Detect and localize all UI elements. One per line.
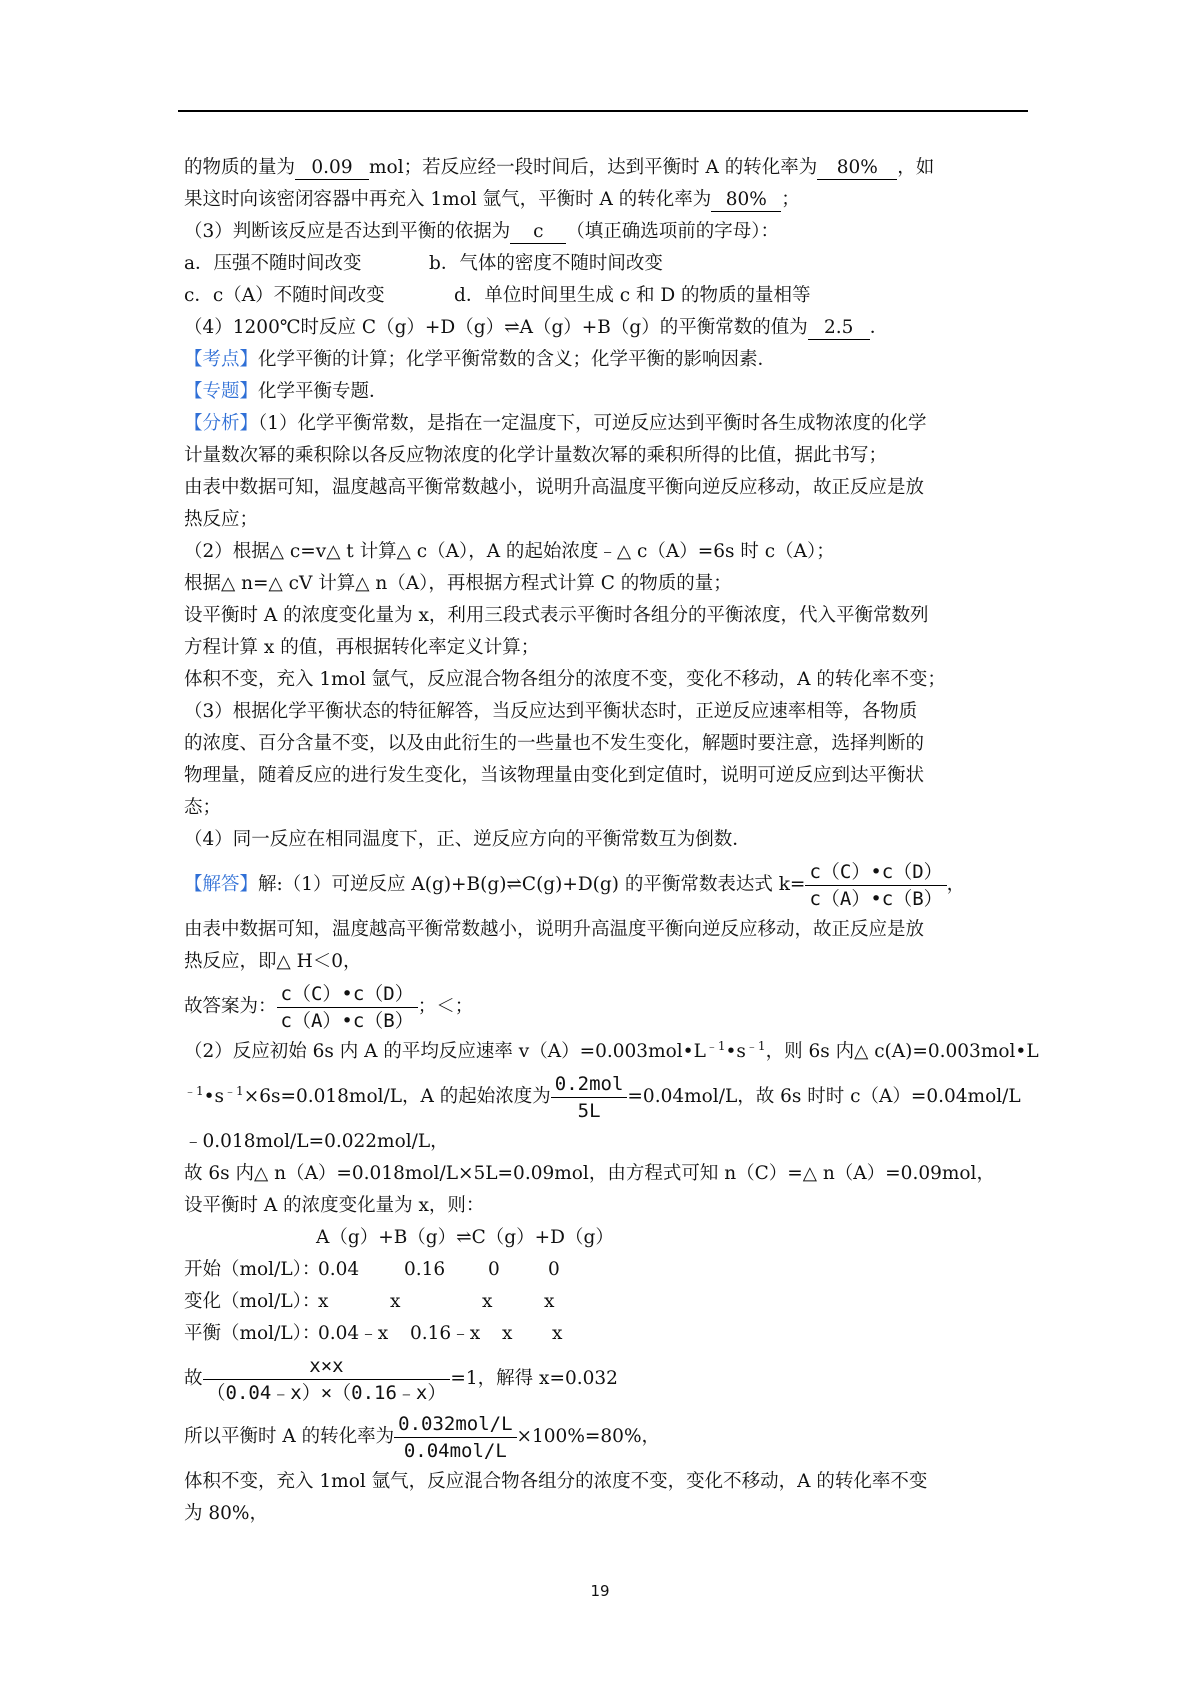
zhuanti-line — [184, 376, 1030, 408]
fraction-numerator: c（C）•c（D） — [805, 859, 946, 886]
text: 的物质的量为 — [184, 157, 296, 178]
text: =1，解得 x=0.032 — [450, 1368, 618, 1389]
rate-line — [184, 1036, 1039, 1068]
text: =0.04mol/L，故 6s 时时 c（A）=0.04mol/L — [627, 1086, 1021, 1107]
text-line: 根据△ n=△ cV 计算△ n（A），再根据方程式计算 C 的物质的量； — [184, 573, 732, 594]
zhuanti-tag: 【专题】 — [184, 381, 259, 402]
text: （2）反应初始 6s 内 A 的平均反应速率 v（A）=0.003mol•L — [184, 1041, 706, 1062]
line-q3 — [184, 216, 1030, 248]
superscript: ﹣1 — [224, 1084, 244, 1098]
equation: A（g）+B（g）⇌C（g）+D（g） — [316, 1227, 614, 1248]
text: （填正确选项前的字母）： — [566, 221, 780, 242]
kaodian-tag: 【考点】 — [184, 349, 259, 370]
answer-blank: c — [510, 221, 566, 244]
text: ；＜； — [417, 996, 474, 1017]
text: mol；若反应经一段时间后，达到平衡时 A 的转化率为 — [369, 157, 818, 178]
text-line: 计量数次幂的乘积除以各反应物浓度的化学计量数次幂的乘积所得的比值，据此书写； — [184, 445, 888, 466]
line-q4 — [184, 312, 1030, 344]
text: ，则 6s 内△ c(A)=0.003mol•L — [765, 1041, 1039, 1062]
table-cell: x — [390, 1291, 401, 1312]
text-line: （2）根据△ c=v△ t 计算△ c（A），A 的起始浓度﹣△ c（A）=6s 时 c（A）； — [184, 541, 835, 562]
page-body — [184, 152, 1039, 1530]
fraction-k — [805, 859, 946, 912]
answer-blank: 0.09 — [295, 157, 369, 180]
text: ×6s=0.018mol/L，A 的起始浓度为 — [243, 1086, 551, 1107]
answer-k-line — [184, 978, 1030, 1036]
fraction-initial-conc — [551, 1071, 628, 1124]
table-cell: 0 — [548, 1259, 560, 1280]
jieda-line — [184, 856, 1030, 914]
fenxi-tag: 【分析】 — [184, 413, 259, 434]
answer-blank: 80% — [817, 157, 897, 180]
fraction-numerator: c（C）•c（D） — [277, 981, 418, 1008]
table-cell: x — [552, 1323, 563, 1344]
text: 故 — [184, 1368, 203, 1389]
text-line: 体积不变，充入 1mol 氩气，反应混合物各组分的浓度不变，变化不移动，A 的转化率不变； — [184, 669, 946, 690]
text-line: 的浓度、百分含量不变，以及由此衍生的一些量也不发生变化，解题时要注意，选择判断的 — [184, 733, 925, 754]
table-cell: 0.04﹣x — [318, 1323, 389, 1344]
table-cell: 0.16 — [404, 1259, 446, 1280]
superscript: ﹣1 — [705, 1039, 726, 1053]
solve-line — [184, 1350, 1030, 1408]
conversion-line — [184, 1408, 1030, 1466]
text: •s — [203, 1086, 225, 1107]
text-line: 态； — [184, 797, 222, 818]
text: •s — [725, 1041, 746, 1062]
text: 解:（1）可逆反应 A(g)+B(g)⇌C(g)+D(g) 的平衡常数表达式 k= — [258, 874, 806, 895]
text: （4）1200℃时反应 C（g）+D（g）⇌A（g）+B（g）的平衡常数的值为 — [184, 317, 808, 338]
table-cell: 0.04 — [318, 1259, 360, 1280]
text: ，如 — [897, 157, 935, 178]
text-line: 由表中数据可知，温度越高平衡常数越小，说明升高温度平衡向逆反应移动，故正反应是放 — [184, 477, 925, 498]
text: 化学平衡的计算；化学平衡常数的含义；化学平衡的影响因素． — [258, 349, 777, 370]
table-row-equilibrium — [184, 1318, 1030, 1350]
table-cell: x — [544, 1291, 555, 1312]
text: ， — [946, 874, 966, 895]
conc-line — [184, 1068, 1030, 1126]
fraction-denominator: （0.04﹣x）×（0.16﹣x） — [206, 1381, 447, 1404]
table-cell: 0 — [488, 1259, 500, 1280]
fraction-k-answer — [277, 981, 418, 1034]
row-label: 平衡（mol/L）： — [184, 1323, 321, 1344]
header-rule — [178, 110, 1028, 112]
fraction-denominator: c（A）•c（B） — [809, 887, 943, 910]
text-line: 物理量，随着反应的进行发生变化，当该物理量由变化到定值时，说明可逆反应到达平衡状 — [184, 765, 925, 786]
table-cell: x — [502, 1323, 513, 1344]
fraction-conversion — [394, 1411, 516, 1464]
fraction-numerator: 0.032mol/L — [394, 1411, 516, 1438]
option-b: b．气体的密度不随时间改变 — [429, 253, 663, 274]
text: 化学平衡专题． — [258, 381, 388, 402]
text-line: （3）根据化学平衡状态的特征解答，当反应达到平衡状态时，正逆反应速率相等，各物质 — [184, 701, 918, 722]
text: 故答案为： — [184, 996, 277, 1017]
row-label: 开始（mol/L）： — [184, 1259, 321, 1280]
options-row-2 — [184, 280, 1030, 312]
page-number: 19 — [590, 1582, 610, 1600]
line-answer-1 — [184, 152, 1030, 184]
jieda-tag: 【解答】 — [184, 874, 259, 895]
superscript: ﹣1 — [745, 1039, 766, 1053]
text: （3）判断该反应是否达到平衡的依据为 — [184, 221, 511, 242]
text-line: 设平衡时 A 的浓度变化量为 x，利用三段式表示平衡时各组分的平衡浓度，代入平衡常数列 — [184, 605, 929, 626]
superscript: ﹣1 — [184, 1084, 204, 1098]
answer-blank: 80% — [711, 189, 781, 212]
table-cell: 0.16﹣x — [410, 1323, 481, 1344]
text-line: （4）同一反应在相同温度下，正、逆反应方向的平衡常数互为倒数． — [184, 829, 751, 850]
option-d: d．单位时间里生成 c 和 D 的物质的量相等 — [454, 285, 811, 306]
table-row-change — [184, 1286, 1030, 1318]
text: 果这时向该密闭容器中再充入 1mol 氩气，平衡时 A 的转化率为 — [184, 189, 712, 210]
fenxi-line — [184, 408, 1030, 440]
text: （1）化学平衡常数，是指在一定温度下，可逆反应达到平衡时各生成物浓度的化学 — [258, 413, 927, 434]
table-cell: x — [482, 1291, 493, 1312]
table-cell: x — [318, 1291, 329, 1312]
text-line: 热反应； — [184, 509, 259, 530]
row-label: 变化（mol/L）： — [184, 1291, 321, 1312]
option-c: c．c（A）不随时间改变 — [184, 285, 385, 306]
text-line: 设平衡时 A 的浓度变化量为 x，则： — [184, 1195, 485, 1216]
fraction-denominator: 5L — [577, 1099, 601, 1122]
text-line: 热反应，即△ H＜0， — [184, 951, 362, 972]
text-line: 故 6s 内△ n（A）=0.018mol/L×5L=0.09mol，由方程式可知 n（C）=△ n（A）=0.09mol， — [184, 1163, 995, 1184]
fraction-equation — [203, 1353, 451, 1406]
table-row-start — [184, 1254, 1030, 1286]
text: ． — [869, 317, 889, 338]
kaodian-line — [184, 344, 1030, 376]
fraction-numerator: 0.2mol — [551, 1071, 628, 1098]
text-line: 为 80%， — [184, 1503, 268, 1524]
option-a: a．压强不随时间改变 — [184, 253, 362, 274]
text: ； — [781, 189, 800, 210]
fraction-denominator: c（A）•c（B） — [280, 1009, 414, 1032]
text-line: 方程计算 x 的值，再根据转化率定义计算； — [184, 637, 540, 658]
line-answer-2 — [184, 184, 1030, 216]
answer-blank: 2.5 — [808, 317, 870, 340]
text-line: 由表中数据可知，温度越高平衡常数越小，说明升高温度平衡向逆反应移动，故正反应是放 — [184, 919, 925, 940]
text: 所以平衡时 A 的转化率为 — [184, 1426, 395, 1447]
text-line: 体积不变，充入 1mol 氩气，反应混合物各组分的浓度不变，变化不移动，A 的转化率不变 — [184, 1471, 928, 1492]
equation-header — [184, 1222, 1030, 1254]
options-row-1 — [184, 248, 1030, 280]
fraction-numerator: x×x — [203, 1353, 451, 1380]
fraction-denominator: 0.04mol/L — [403, 1439, 507, 1462]
text: ×100%=80%， — [516, 1426, 661, 1447]
text-line: ﹣0.018mol/L=0.022mol/L， — [184, 1131, 449, 1152]
